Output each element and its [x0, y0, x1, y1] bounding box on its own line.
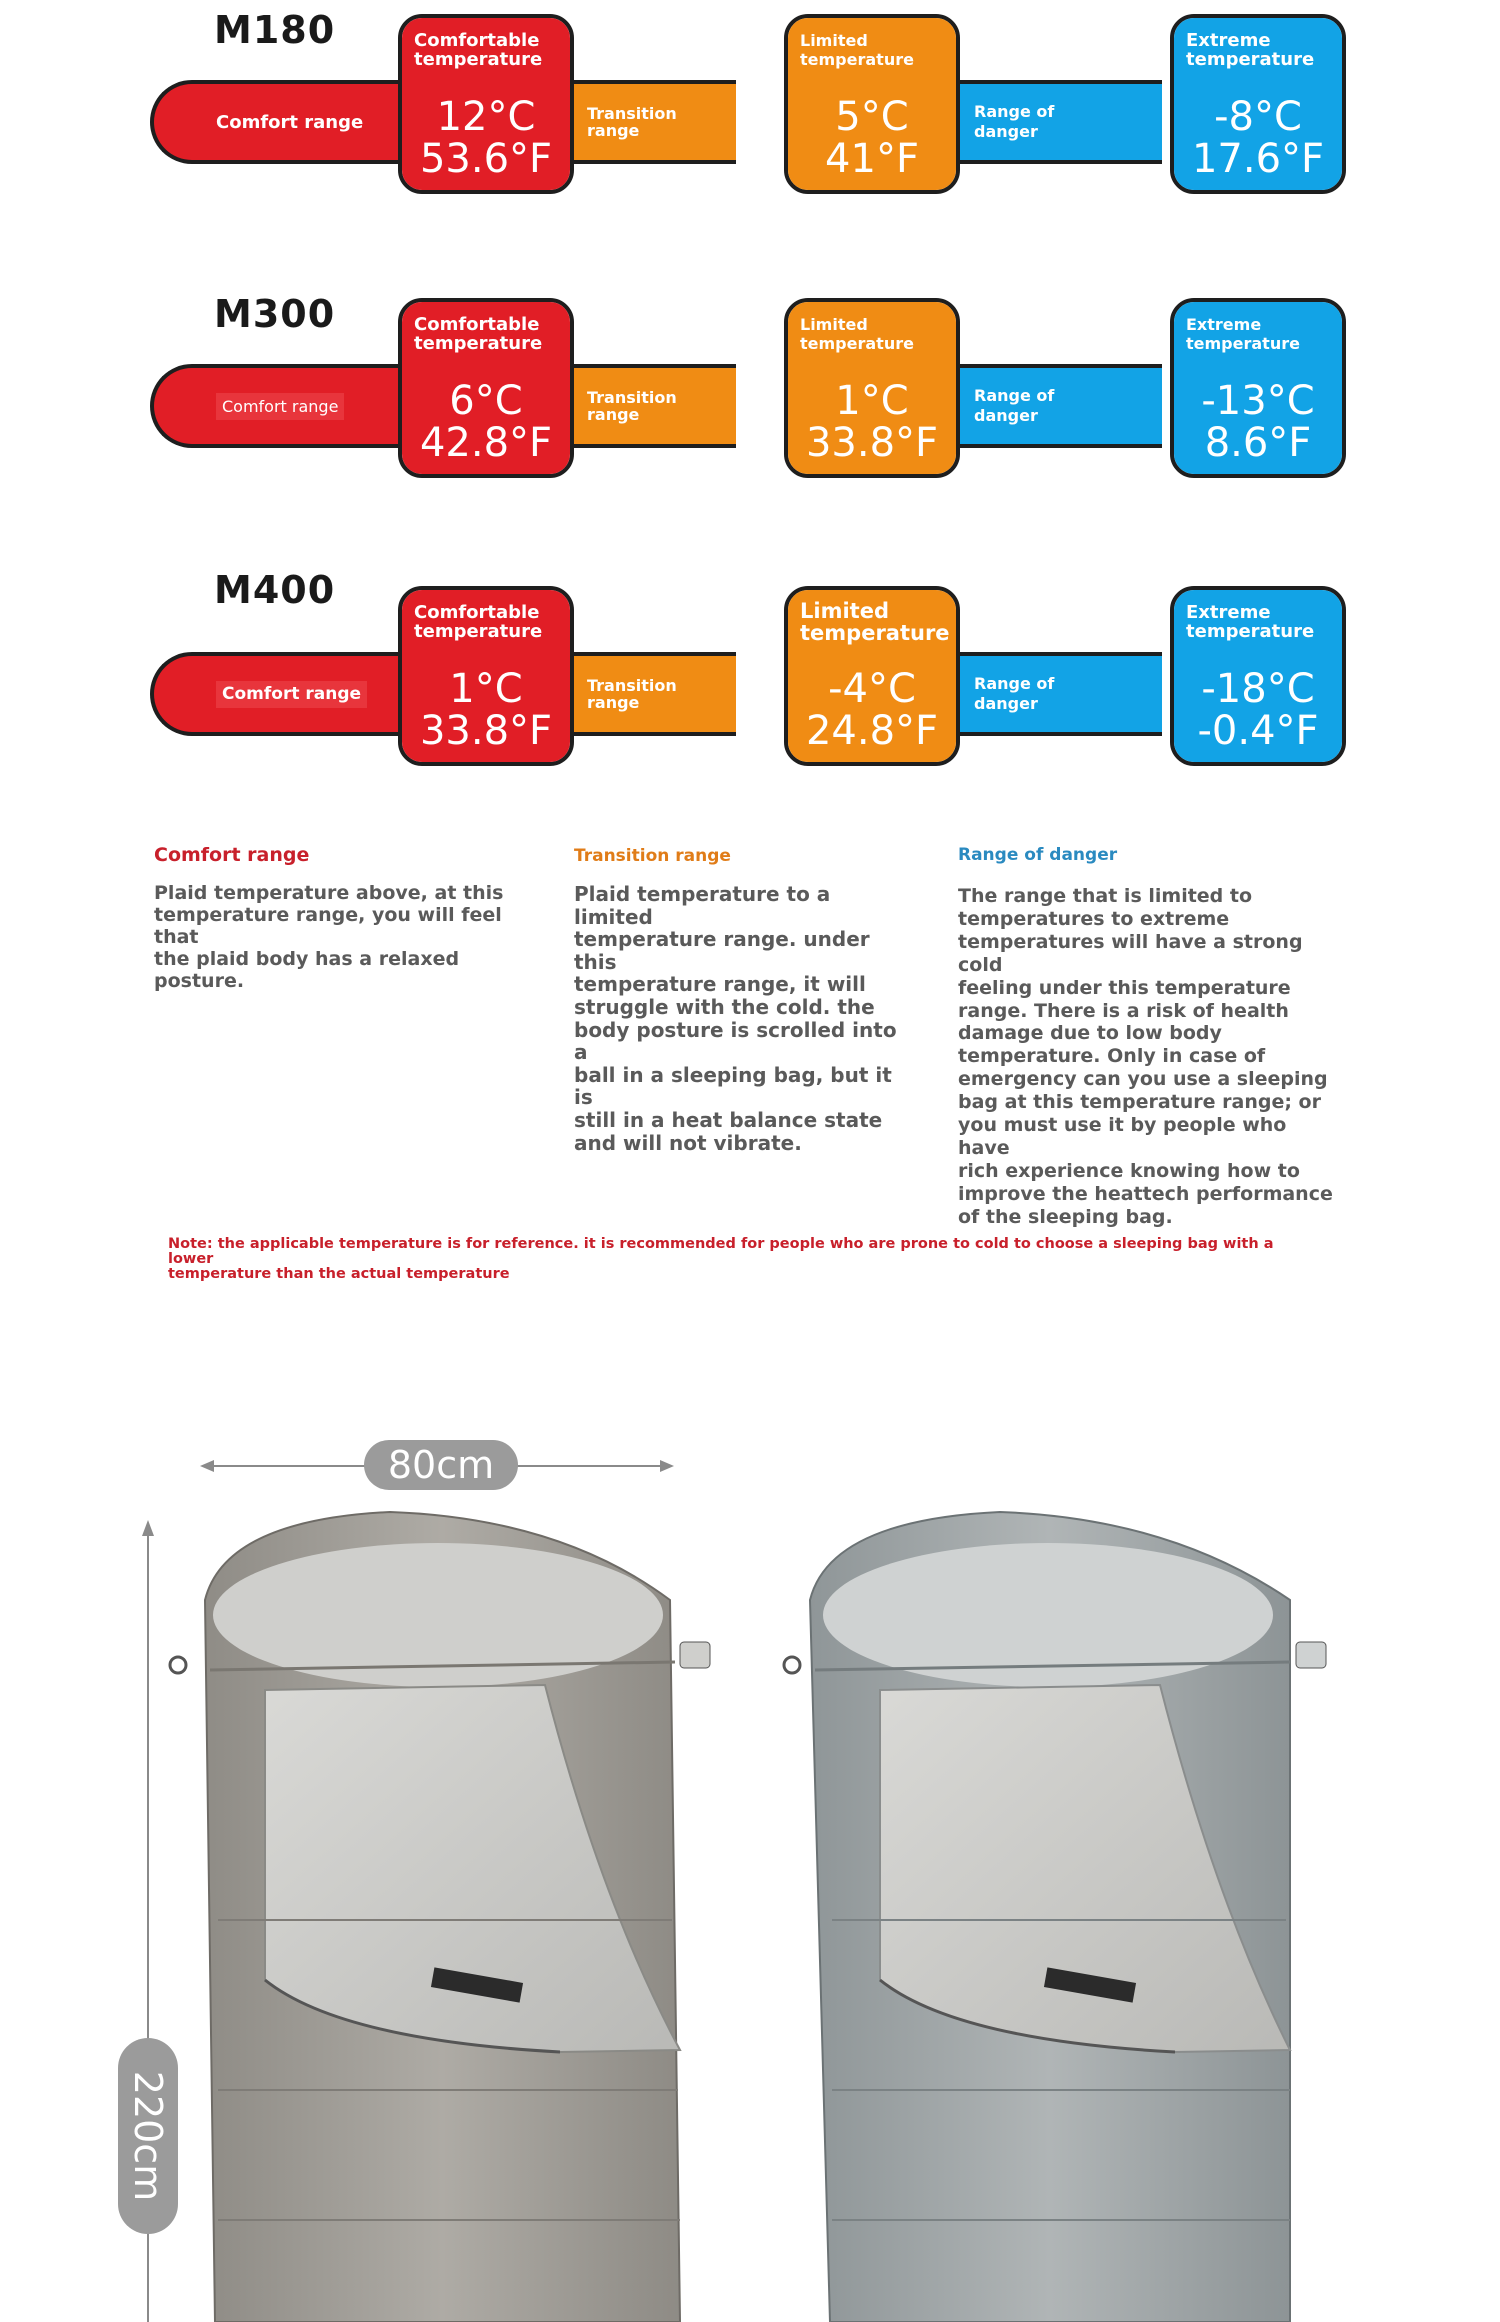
description-line: still in a heat balance state	[574, 1107, 883, 1132]
comfortable-temperature-label: Comfortable temperature	[402, 302, 570, 366]
danger-range-label: Range of danger	[974, 102, 1055, 141]
extreme-temperature-card	[1170, 586, 1346, 766]
comfortable-temperature-label: Comfortable temperature	[402, 18, 570, 82]
description-line: body posture is scrolled into a	[574, 1017, 897, 1065]
comfort-range-segment	[150, 652, 402, 736]
description-line: bag at this temperature range; or	[958, 1091, 1321, 1114]
extreme-temperature-value: -18°C -0.4°F	[1174, 654, 1342, 763]
comfort-range-segment	[150, 80, 402, 164]
width-label: 80cm	[387, 1443, 495, 1487]
description-line: the plaid body has a relaxed posture.	[154, 948, 460, 992]
description-line: of the sleeping bag.	[958, 1205, 1173, 1228]
transition-range-segment	[565, 80, 736, 164]
model-title-m180: M180	[214, 8, 336, 52]
description-line: temperatures will have a strong cold	[958, 930, 1303, 976]
description-line: temperatures to extreme	[958, 907, 1230, 930]
description-line: ball in a sleeping bag, but it is	[574, 1062, 892, 1110]
length-label: 220cm	[126, 2070, 170, 2202]
comfortable-temperature-label: Comfortable temperature	[402, 590, 570, 654]
description-line: improve the heattech performance	[958, 1182, 1333, 1205]
limited-temperature-card	[784, 586, 960, 766]
comfort-range-heading: Comfort range	[154, 844, 310, 866]
description-line: The range that is limited to	[958, 885, 1253, 907]
comfortable-temperature-card	[398, 586, 574, 766]
danger-range-segment	[948, 364, 1162, 448]
limited-temperature-card	[784, 298, 960, 478]
extreme-temperature-value: -8°C 17.6°F	[1174, 82, 1342, 191]
limited-temperature-value: 5°C 41°F	[788, 82, 956, 191]
extreme-temperature-value: -13°C 8.6°F	[1174, 366, 1342, 475]
limited-temperature-value: 1°C 33.8°F	[788, 366, 956, 475]
description-line: you must use it by people who have	[958, 1114, 1287, 1159]
description-line: rich experience knowing how to	[958, 1159, 1300, 1182]
comfortable-temperature-card	[398, 14, 574, 194]
limited-temperature-label: Limited temperature	[788, 18, 956, 82]
comfort-range-label: Comfort range	[216, 111, 364, 133]
comfortable-temperature-card	[398, 298, 574, 478]
sleeping-bag-grey	[170, 1512, 710, 2322]
sleeping-bag-illustration	[0, 1400, 1500, 2322]
limited-temperature-card	[784, 14, 960, 194]
comfortable-temperature-value: 6°C 42.8°F	[402, 366, 570, 475]
extreme-temperature-label: Extreme temperature	[1174, 590, 1342, 654]
description-line: temperature range, you will feel that	[154, 904, 502, 948]
limited-temperature-label: Limited temperature	[788, 590, 956, 654]
limited-temperature-value: -4°C 24.8°F	[788, 654, 956, 763]
extreme-temperature-label: Extreme temperature	[1174, 302, 1342, 366]
transition-range-label: Transition range	[587, 676, 677, 712]
comfort-range-label: Comfort range	[216, 681, 367, 708]
reference-note: Note: the applicable temperature is for reference. it is recommended for people who are prone to cold to choose a sleeping bag with a lower temperature than the actual temperature	[168, 1236, 1274, 1282]
temperature-bar-m300	[150, 364, 1340, 448]
description-line: temperature range, it will	[574, 972, 866, 997]
transition-range-label: Transition range	[587, 104, 677, 140]
description-line: damage due to low body	[958, 1022, 1222, 1045]
comfort-range-description	[154, 882, 549, 992]
danger-range-description	[958, 885, 1338, 1229]
description-line: and will not vibrate.	[574, 1130, 802, 1155]
danger-range-label: Range of danger	[974, 674, 1055, 713]
danger-range-label: Range of danger	[974, 386, 1055, 425]
comfortable-temperature-value: 1°C 33.8°F	[402, 654, 570, 763]
transition-range-segment	[565, 364, 736, 448]
transition-range-description	[574, 883, 914, 1154]
danger-range-segment	[948, 80, 1162, 164]
danger-range-heading: Range of danger	[958, 845, 1118, 865]
comfortable-temperature-value: 12°C 53.6°F	[402, 82, 570, 191]
description-line: Plaid temperature to a limited	[574, 882, 831, 929]
transition-range-heading: Transition range	[574, 846, 731, 866]
description-line: struggle with the cold. the	[574, 994, 875, 1019]
sleeping-bag-blue-grey	[784, 1512, 1326, 2322]
limited-temperature-label: Limited temperature	[788, 302, 956, 366]
description-line: emergency can you use a sleeping	[958, 1068, 1328, 1091]
comfort-range-label: Comfort range	[216, 393, 344, 420]
description-line: range. There is a risk of health	[958, 999, 1289, 1022]
temperature-bar-m180	[150, 80, 1340, 164]
description-line: feeling under this temperature	[958, 976, 1291, 999]
transition-range-segment	[565, 652, 736, 736]
description-line: temperature range. under this	[574, 927, 870, 974]
extreme-temperature-label: Extreme temperature	[1174, 18, 1342, 82]
model-title-m300: M300	[214, 292, 336, 336]
comfort-range-segment	[150, 364, 402, 448]
transition-range-label: Transition range	[587, 388, 677, 424]
danger-range-segment	[948, 652, 1162, 736]
model-title-m400: M400	[214, 568, 336, 612]
description-line: temperature. Only in case of	[958, 1045, 1266, 1068]
extreme-temperature-card	[1170, 14, 1346, 194]
extreme-temperature-card	[1170, 298, 1346, 478]
temperature-bar-m400	[150, 652, 1340, 736]
description-line: Plaid temperature above, at this	[154, 882, 504, 904]
